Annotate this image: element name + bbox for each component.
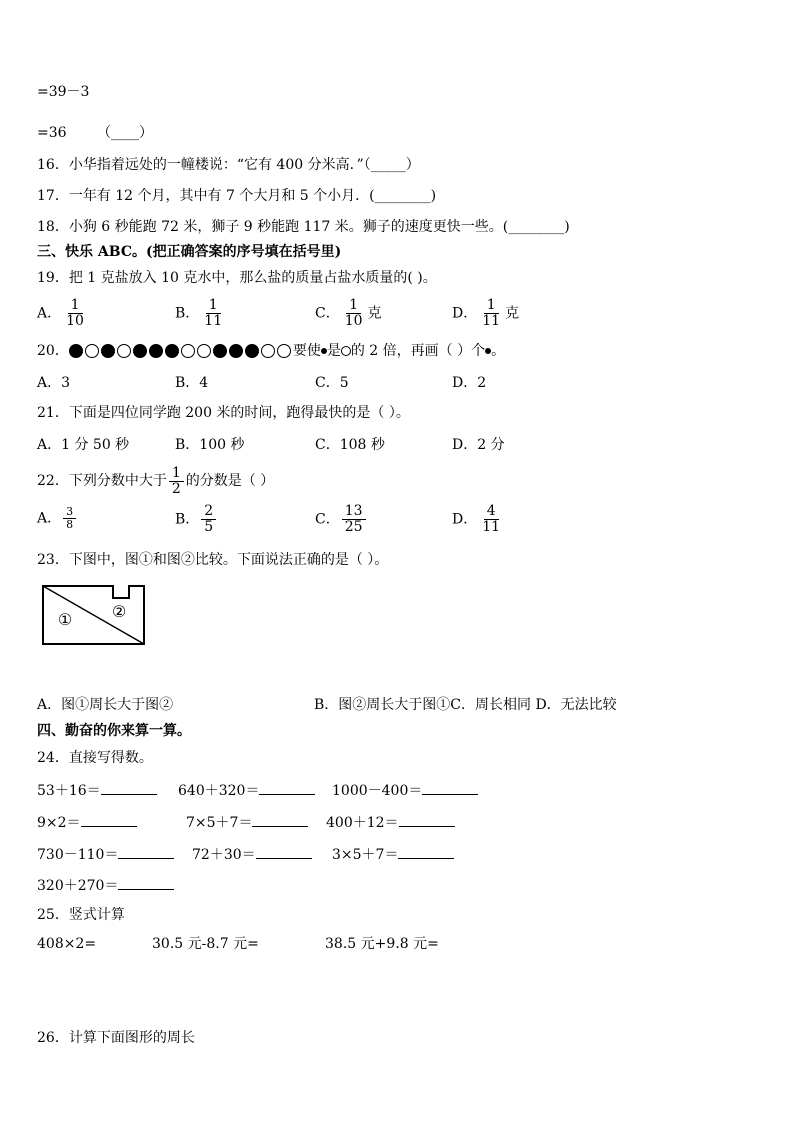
answer-blank[interactable] [256,844,312,859]
question-16: 16．小华指着远处的一幢楼说：“它有 400 分米高．”（_____） [37,157,420,173]
question-22 [37,465,274,497]
fraction [479,298,503,329]
vertical-calc-item: 38.5 元+9.8 元= [325,936,439,952]
fraction [63,298,87,329]
calc-item [37,812,137,832]
calc-item [186,812,308,832]
denominator: 2 [171,480,181,497]
q23-option-a: A．图①周长大于图② [37,697,174,713]
section-3-heading: 三、快乐 ABC。(把正确答案的序号填在括号里) [37,244,342,260]
calc-item [192,844,312,864]
figure-label-1: ① [57,610,73,629]
calc-item [178,780,315,800]
calc-expression: 1000－400＝ [332,783,423,799]
q20-option-a: A．3 [37,375,71,391]
q19-option-b [175,298,227,329]
fraction [342,298,366,329]
q22-option-a [37,506,78,531]
option-label: A． [37,510,62,527]
numerator: 4 [484,504,499,520]
answer-paren: （____） [97,125,153,141]
calc-item [37,875,174,895]
question-17: 17．一年有 12 个月，其中有 7 个大月和 5 个小月．(________) [37,188,437,204]
denominator: 8 [66,518,74,531]
calc-result: =36 [37,125,67,141]
filled-dot-icon [69,344,83,358]
option-label: A． [37,305,62,322]
question-25: 25．竖式计算 [37,907,125,923]
filled-dot-icon [101,344,115,358]
hollow-circle-icon [197,344,211,358]
calc-line-1: =39－3 [37,84,90,100]
calc-expression: 9×2＝ [37,815,81,831]
numerator: 13 [342,504,366,520]
calc-item [332,780,478,800]
denominator: 10 [344,313,363,329]
filled-dot-icon [133,344,147,358]
answer-blank[interactable] [81,812,137,827]
option-label: B． [175,511,200,528]
option-label: C． [315,511,340,528]
question-number: 20． [37,343,69,359]
calc-expression: 320＋270＝ [37,878,119,894]
hollow-circle-icon [277,344,291,358]
q20-text-1: 要使 [292,343,321,359]
option-label: D． [452,305,478,322]
numerator: 2 [201,504,216,520]
question-19: 19．把 1 克盐放入 10 克水中，那么盐的质量占盐水质量的( )。 [37,270,437,286]
fraction [342,504,366,535]
q22-text-2: 的分数是（ ） [185,473,275,489]
fraction [201,504,216,535]
numerator: 1 [169,466,184,482]
unit: 克 [367,305,382,322]
answer-blank[interactable] [422,780,478,795]
filled-dot-icon [245,344,259,358]
fraction [63,506,76,531]
denominator: 11 [204,313,223,329]
fraction [479,504,503,535]
calc-item [37,780,157,800]
hollow-circle-icon [341,346,351,356]
denominator: 11 [482,519,501,535]
q20-option-c: C．5 [315,375,349,391]
numerator: 1 [346,298,361,314]
answer-blank[interactable] [399,812,455,827]
question-26: 26．计算下面图形的周长 [37,1030,195,1046]
q19-option-d [452,298,519,329]
fraction [169,466,184,497]
question-18: 18．小狗 6 秒能跑 72 米，狮子 9 秒能跑 117 米。狮子的速度更快一些。(________) [37,219,570,235]
calc-item [37,844,174,864]
filled-dot-icon [229,344,243,358]
dot-sequence [69,344,293,358]
answer-blank[interactable] [259,780,315,795]
question-23: 23．下图中，图①和图②比较。下面说法正确的是（ ）。 [37,552,389,568]
answer-blank[interactable] [118,875,174,890]
calc-expression: 400＋12＝ [326,815,399,831]
q20-text-4: 。 [491,343,506,359]
numerator: 3 [63,506,76,519]
option-label: B． [175,305,200,322]
q22-option-c [315,504,368,535]
calc-expression: 3×5＋7＝ [332,847,399,863]
q19-option-a [37,298,89,329]
q23-figure [40,583,150,647]
figure-label-2: ② [111,602,127,621]
numerator: 1 [206,298,221,314]
vertical-calc-item: 30.5 元-8.7 元= [152,936,259,952]
calc-expression: 53＋16＝ [37,783,101,799]
hollow-circle-icon [181,344,195,358]
q20-option-d: D．2 [452,375,487,391]
q21-option-b: B．100 秒 [175,437,245,453]
question-21: 21．下面是四位同学跑 200 米的时间，跑得最快的是（ ）。 [37,405,410,421]
calc-expression: 730－110＝ [37,847,119,863]
hollow-circle-icon [85,344,99,358]
q19-option-c [315,298,382,329]
fraction [201,298,225,329]
answer-blank[interactable] [101,780,157,795]
hollow-circle-icon [117,344,131,358]
filled-dot-icon [165,344,179,358]
filled-dot-icon [149,344,163,358]
calc-expression: 72＋30＝ [192,847,256,863]
q20-text-3: 的 2 倍，再画（ ）个 [350,343,486,359]
q22-text-1: 22．下列分数中大于 [37,473,167,489]
denominator: 11 [482,313,501,329]
denominator: 10 [66,313,84,329]
answer-blank[interactable] [398,844,454,859]
q21-option-c: C．108 秒 [315,437,385,453]
answer-blank[interactable] [118,844,174,859]
q22-option-d [452,504,505,535]
vertical-calc-item: 408×2= [37,936,97,952]
calc-line-2 [37,124,153,142]
q20-text-2: 是 [326,343,341,359]
filled-dot-icon [213,344,227,358]
numerator: 1 [68,298,83,314]
q20-option-b: B．4 [175,375,209,391]
denominator: 25 [344,519,363,535]
section-4-heading: 四、勤奋的你来算一算。 [37,723,191,739]
q21-option-a: A．1 分 50 秒 [37,437,130,453]
option-label: D． [452,511,478,528]
option-label: C． [315,305,340,322]
question-20 [37,342,505,360]
answer-blank[interactable] [252,812,308,827]
question-24: 24．直接写得数。 [37,750,153,766]
denominator: 5 [204,519,214,535]
q23-options-bcd: B．图②周长大于图①C．周长相同 D．无法比较 [314,697,617,713]
q21-option-d: D．2 分 [452,437,505,453]
hollow-circle-icon [261,344,275,358]
calc-item [332,844,454,864]
numerator: 1 [484,298,499,314]
unit: 克 [505,305,520,322]
calc-expression: 640＋320＝ [178,783,260,799]
q22-option-b [175,504,218,535]
calc-item [326,812,455,832]
calc-expression: 7×5＋7＝ [186,815,253,831]
